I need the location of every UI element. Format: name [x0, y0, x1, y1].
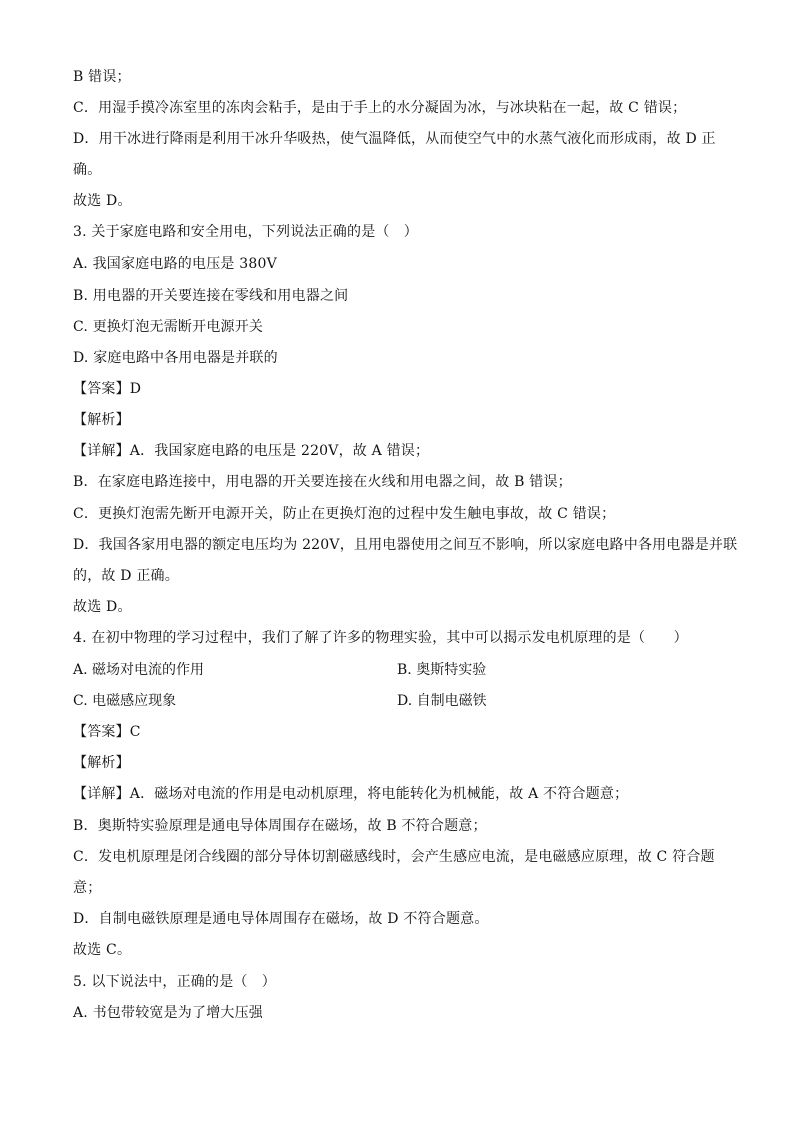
answer-label: 【答案】C [73, 724, 141, 740]
question-4-option-c: C. 电磁感应现象 [73, 693, 177, 709]
text-line: D．自制电磁铁原理是通电导体周围存在磁场，故 D 不符合题意。 [73, 911, 489, 927]
question-4-option-b: B. 奥斯特实验 [397, 662, 487, 678]
question-5-stem: 5. 以下说法中，正确的是（ ） [73, 974, 277, 990]
answer-label: 【答案】D [73, 381, 142, 397]
text-line: D．用干冰进行降雨是利用干冰升华吸热，使气温降低，从而使空气中的水蒸气液化而形成雨，故 D 正 [73, 131, 716, 147]
text-line: B．在家庭电路连接中，用电器的开关要连接在火线和用电器之间，故 B 错误； [73, 474, 572, 490]
text-line: 故选 D。 [73, 599, 132, 615]
question-4-stem: 4. 在初中物理的学习过程中，我们了解了许多的物理实验，其中可以揭示发电机原理的是（ ） [73, 630, 688, 646]
text-line: B．奥斯特实验原理是通电导体周围存在磁场，故 B 不符合题意； [73, 818, 487, 834]
question-3-option-b: B. 用电器的开关要连接在零线和用电器之间 [73, 288, 349, 304]
question-4-option-a: A. 磁场对电流的作用 [73, 662, 205, 678]
question-3-option-c: C. 更换灯泡无需断开电源开关 [73, 319, 264, 335]
analysis-label: 【解析】 [73, 412, 130, 428]
text-line: 的，故 D 正确。 [73, 568, 179, 584]
text-line: C．用湿手摸冷冻室里的冻肉会粘手，是由于手上的水分凝固为冰，与冰块粘在一起，故 C 错误； [73, 100, 687, 116]
text-line: 【详解】A．磁场对电流的作用是电动机原理，将电能转化为机械能，故 A 不符合题意； [73, 786, 629, 802]
text-line: C．发电机原理是闭合线圈的部分导体切割磁感线时，会产生感应电流，是电磁感应原理，故 C 符合题 [73, 849, 715, 865]
text-line: B 错误； [73, 69, 131, 85]
analysis-label: 【解析】 [73, 755, 130, 771]
text-line: C．更换灯泡需先断开电源开关，防止在更换灯泡的过程中发生触电事故，故 C 错误； [73, 506, 616, 522]
text-line: D．我国各家用电器的额定电压均为 220V，且用电器使用之间互不影响，所以家庭电路中各用电器是并联 [73, 537, 738, 553]
question-3-option-a: A. 我国家庭电路的电压是 380V [73, 256, 277, 272]
text-line: 【详解】A．我国家庭电路的电压是 220V，故 A 错误； [73, 443, 430, 459]
text-line: 确。 [73, 162, 102, 178]
text-line: 故选 D。 [73, 193, 132, 209]
question-4-option-d: D. 自制电磁铁 [397, 693, 487, 709]
question-3-stem: 3. 关于家庭电路和安全用电，下列说法正确的是（ ） [73, 224, 419, 240]
question-5-option-a: A. 书包带较宽是为了增大压强 [73, 1005, 264, 1021]
question-3-option-d: D. 家庭电路中各用电器是并联的 [73, 350, 278, 366]
text-line: 意； [73, 880, 102, 896]
text-line: 故选 C。 [73, 942, 132, 958]
